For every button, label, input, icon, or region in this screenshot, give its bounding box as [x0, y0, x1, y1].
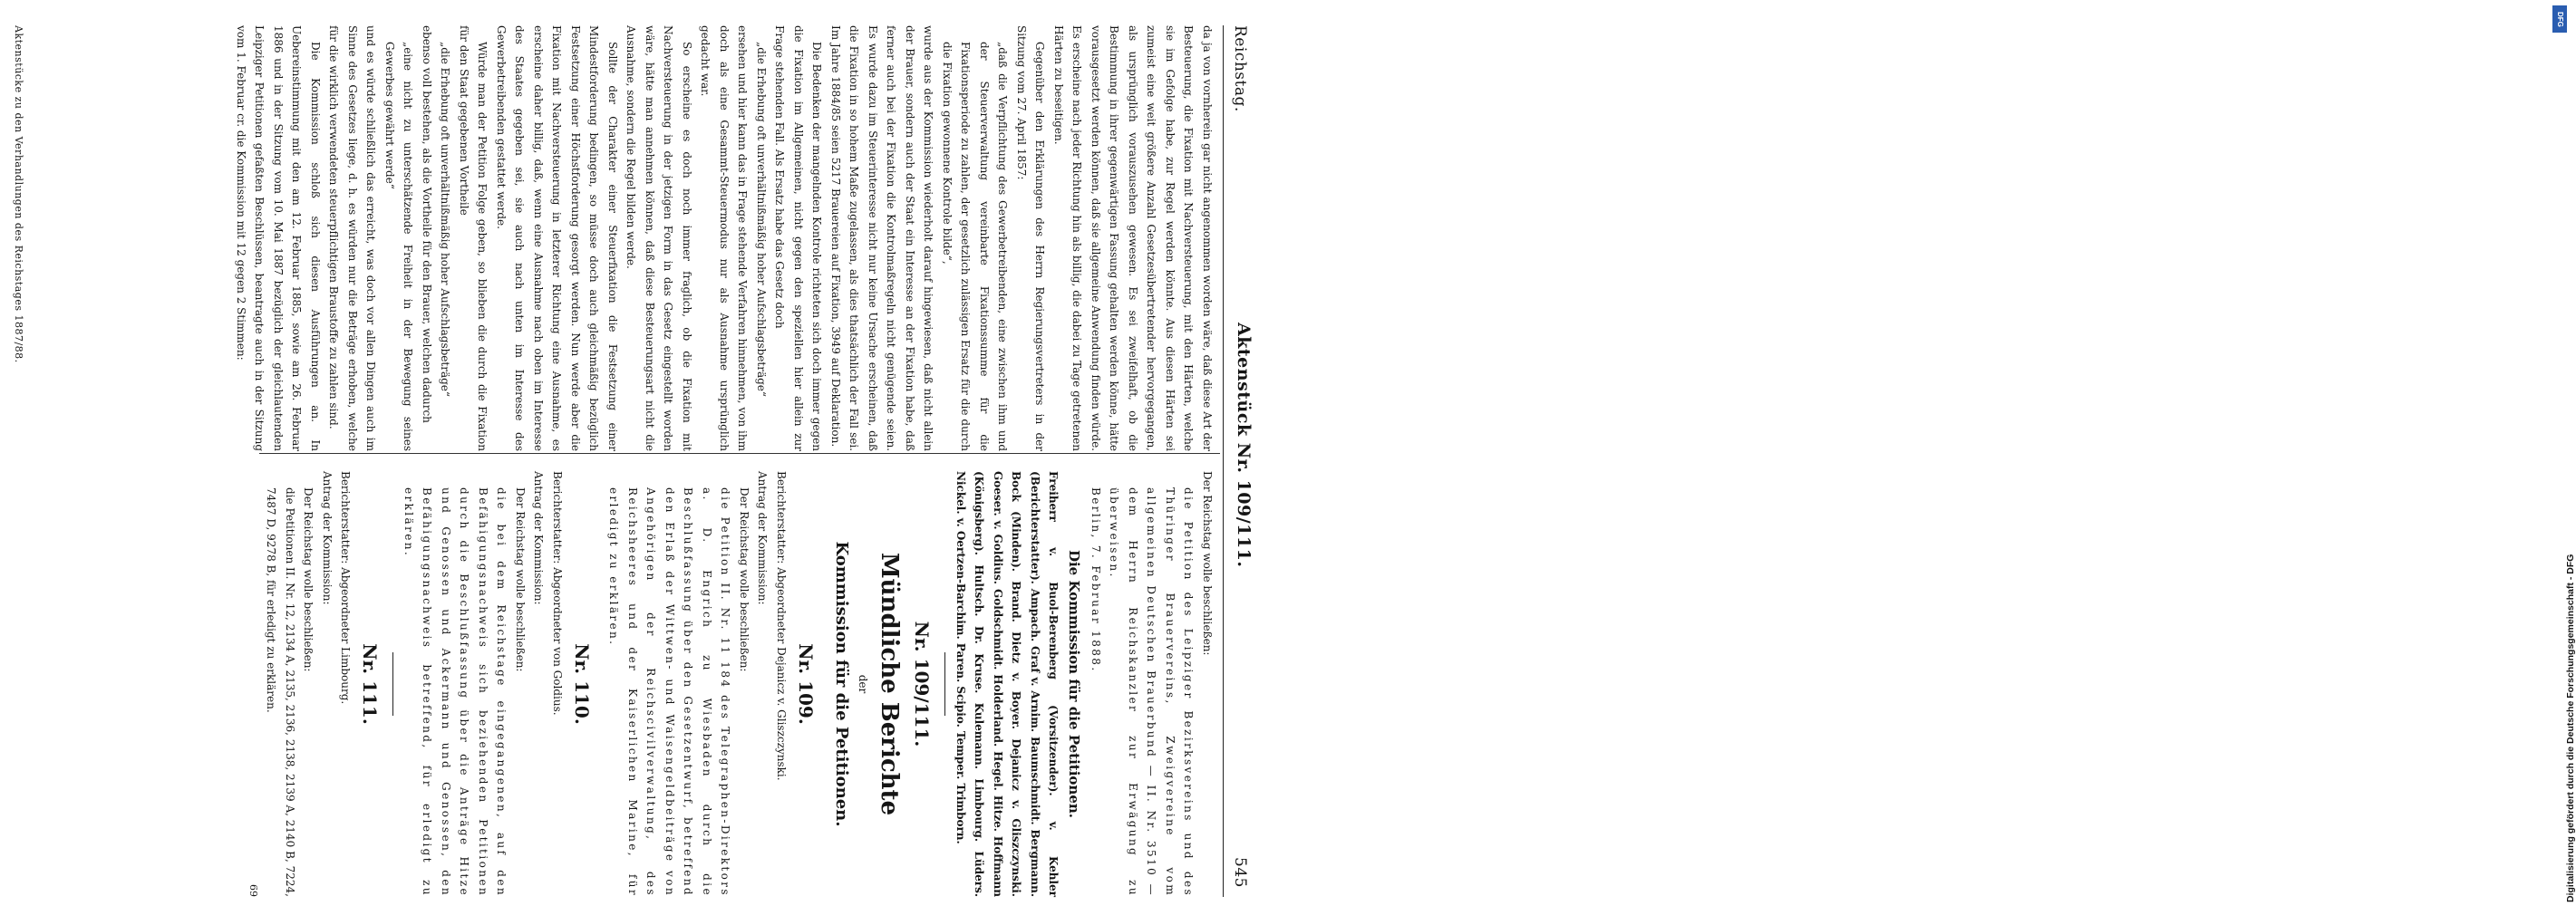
- left-paragraph: wurde aus der Kommission wiederholt darauf hingewiesen, daß nicht allein der Brauer, sondern auch der Staat ein Interesse an der Fixation habe, daß ferner auch bei der Fixation die Kontrolmaßregeln nicht genügende seien. Es wurde dazu im Steuerinteresse nicht nur keine Ursache erscheinen, daß die Fixation in so hohem Maße zugelassen, als dies thatsächlich der Fall sei. Im Jahre 1884/85 seien 5217 Brauereien auf Fixation, 3949 auf Deklaration.: [829, 25, 935, 451]
- column-divider: [259, 453, 1220, 454]
- motion-111: Antrag der Kommission:: [321, 471, 334, 605]
- left-paragraph: und es würde schließlich das erreicht, was doch vor allen Dingen auch im Sinne des Gesetzes liege, d. h. es würden nur die Beträge erhoben, welche für die wirklich verwendeten steuerpflichtigen Braustoffe zu zahlen sind.: [327, 25, 378, 451]
- left-paragraph: So erscheine es doch noch immer fraglich, ob die Fixation mit Nachversteuerung in der jetzigen Form in das Gesetz eingestellt worden wäre, hätte man annehmen können, daß diese Besteuerungsart nicht die Ausnahme, sondern die Regel bilden werde.: [625, 25, 693, 451]
- resolution-111: Der Reichstag wolle beschließen:: [302, 487, 315, 672]
- header-title: Aktenstück Nr. 109/111.: [1234, 323, 1254, 568]
- resolution-body-110: die bei dem Reichstage eingegangenen, auf den Befähigungsnachweis sich beziehenden Petitionen durch die Beschlußfassung über die Anträge Hitze und Genossen und Ackermann und Genossen, den Befähigungsnachweis betreffend, für erledigt zu erklären.: [402, 487, 508, 897]
- separator-line: [945, 652, 946, 716]
- left-paragraph: da ja von vornherein gar nicht angenommen worden wäre, daß diese Art der Besteuerung, die Fixation mit Nachversteuerung, mit den Härten, welche sie im Gefolge habe, zur Regel werden könnte. Aus diesen Härten sei zumeist eine weit größere Anzahl Gesetzesübertretender hervorgegangen, als ursprünglich vorauszusehen gewesen. Es sei zweifelhaft, ob die Bestimmung in ihrer gegenwärtigen Fassung gehalten werden könne, hätte vorausgesetzt werden können, daß sie allgemeine Anwendung finden würde. Es erscheine nach jeder Richtung hin als billig, die dabei zu Tage getretenen Härten zu beseitigen.: [1052, 25, 1214, 451]
- rotated-document-page: [0, 0, 1271, 906]
- left-quote: „die Erhebung oft unverhältnißmäßig hoher Aufschlagsbeträge“: [755, 42, 768, 398]
- report-number-110: Nr. 110.: [571, 643, 593, 725]
- resolution-body-109: die Petition II. Nr. 11 184 des Telegraphen-Direktors a. D. Engrich zu Wiesbaden durch die Beschlußfassung über den Gesetzentwurf, betreffend den Erlaß der Wittwen- und Waisengeldbeiträge von Angehörigen der Reichscivilverwaltung, des Reichsheeres und der Kaiserlichen Marine, für erledigt zu erklären.: [607, 487, 732, 897]
- reports-title: Mündliche Berichte: [876, 552, 904, 816]
- left-quote: „eine nicht zu unterschätzende Freiheit in der Bewegung seines Gewerbes gewährt werde“: [383, 42, 415, 451]
- reports-title-der: der: [857, 674, 870, 694]
- report-number-109: Nr. 109.: [795, 643, 817, 725]
- resolution-intro: Der Reichstag wolle beschließen:: [1201, 471, 1214, 656]
- commission-title: Die Kommission für die Petitionen.: [1066, 549, 1083, 819]
- separator-line: [393, 652, 394, 716]
- reporter-110: Berichterstatter: Abgeordneter von Goldius.: [551, 471, 564, 716]
- resolution-body: die Petition des Leipziger Bezirksvereins und des Thüringer Brauervereins, Zweigvereine vom allgemeinen Deutschen Brauerbund — II. Nr. 3510 — dem Herrn Reichskanzler zur Erwägung zu überweisen.: [1108, 487, 1196, 897]
- motion-110: Antrag der Kommission:: [532, 471, 546, 605]
- left-column: [232, 25, 1217, 451]
- left-paragraph: Die Kommission schloß sich diesen Ausführungen an. In Uebereinstimmung mit den am 12. Februar 1885, sowie am 26. Februar 1886 und in der Sitzung vom 10. Mai 1887 bezüglich der gleichlautenden Leipziger Petitionen gefaßten Beschlüssen, beantragte auch in der Sitzung vom 1. Februar cr. die Kommission mit 12 gegen 2 Stimmen:: [235, 25, 322, 451]
- page-number: 545: [1231, 857, 1249, 888]
- commission-members: Freiherr v. Buol-Berenberg (Vorsitzender). v. Kehler (Berichterstatter). Ampach. Graf v. Arnim. Baumschmidt. Bergmann. Bock (Minden). Brand. Dietz v. Boyer. Dejanicz v. Gliszczynski. Goeser. v. Goldius. Goldschmidt. Holderland. Hegel. Hitze. Hoffmann (Königsberg). Hultsch. Dr. Kruse. Kulemann. Limbourg. Lüders. Nickel. v. Oertzen-Barchim. Paren. Scipio. Temper. Trimborn.: [954, 471, 1060, 897]
- resolution-109: Der Reichstag wolle beschließen:: [738, 487, 751, 672]
- header-rule: [1223, 25, 1224, 897]
- left-paragraph: ersehen und hier kann das in Frage stehende Verfahren hinnehmen, von ihm doch als eine Gesammt-Steuermodus nur als Ausnahme ursprünglich gedacht war.: [699, 25, 750, 451]
- reports-title-commission: Kommission für die Petitionen.: [832, 541, 851, 827]
- motion-109: Antrag der Kommission:: [756, 471, 770, 605]
- page-header: [1222, 0, 1254, 897]
- header-left: Reichstag.: [1231, 25, 1249, 112]
- signature-mark: 69: [247, 884, 259, 897]
- page-footer: Aktenstücke zu den Verhandlungen des Reichstages 1887/88.: [13, 25, 24, 363]
- left-paragraph: ebenso voll bestehen, als die Vortheile für den Brauer, welchen dadurch: [421, 25, 433, 423]
- reporter-111: Berichterstatter: Abgeordneter Limbourg.: [339, 471, 353, 705]
- left-quote: „die Erhebung oft unverhältnißmäßig hoher Aufschlagsbeträge“: [439, 42, 452, 398]
- resolution-110: Der Reichstag wolle beschließen:: [514, 487, 527, 672]
- right-column: [244, 471, 1217, 897]
- report-group-number: Nr. 109/111.: [911, 621, 934, 747]
- left-quote: „daß die Verpflichtung des Gewerbetreibenden, eine zwischen ihm und der Steuerverwaltung vereinbarte Fixationssumme für die Fixationsperiode zu zahlen, der gesetzlich zulässigen Ersatz für die durch die Fixation gewonnene Kontrole bilde“,: [941, 42, 1010, 451]
- left-paragraph: Die Bedenken der mangelnden Kontrole richteten sich doch immer gegen die Fixation im Allgemeinen, nicht gegen den speziellen hier allein zur Frage stehenden Fall. Als Ersatz habe das Gesetz doch: [773, 25, 824, 451]
- left-paragraph: Gegenüber den Erklärungen des Herrn Regierungsvertreters in der Sitzung vom 27. April 1857:: [1015, 25, 1047, 451]
- date-line: Berlin, 7. Februar 1888.: [1089, 487, 1102, 673]
- report-number-111: Nr. 111.: [359, 643, 382, 725]
- dfg-banner-text: Digitalisierung gefördert durch die Deutsche Forschungsgemeinschaft - DFG: [2565, 554, 2576, 902]
- resolution-body-111: die Petitionen II. Nr. 12, 2134 A, 2135, 2136, 2138, 2139 A, 2140 B, 7224, 7487 D, 9278 B, für erledigt zu erklären.: [265, 487, 296, 897]
- left-paragraph: Sollte der Charakter einer Steuerfixation die Festsetzung einer Mindestforderung bedingen, so müsse doch auch gleichmäßig bezüglich Festsetzung einer Höchstforderung gesorgt werden. Nun werde aber die Fixation mit Nachversteuerung in letzterer Richtung eine Ausnahme, es erscheine daher billig, daß, wenn eine Ausnahme nach oben im Interesse des Staates gegeben sei, sie auch nach unten im Interesse des Gewerbetreibenden gestattet werde.: [495, 25, 619, 451]
- dfg-banner: [1271, 0, 2576, 906]
- left-paragraph: Würde man der Petition Folge geben, so blieben die durch die Fixation für den Staat gegebenen Vortheile: [458, 25, 489, 451]
- reporter-109: Berichterstatter: Abgeordneter Dejanicz v. Gliszczynski.: [775, 471, 788, 781]
- dfg-logo: DFG: [2552, 5, 2567, 33]
